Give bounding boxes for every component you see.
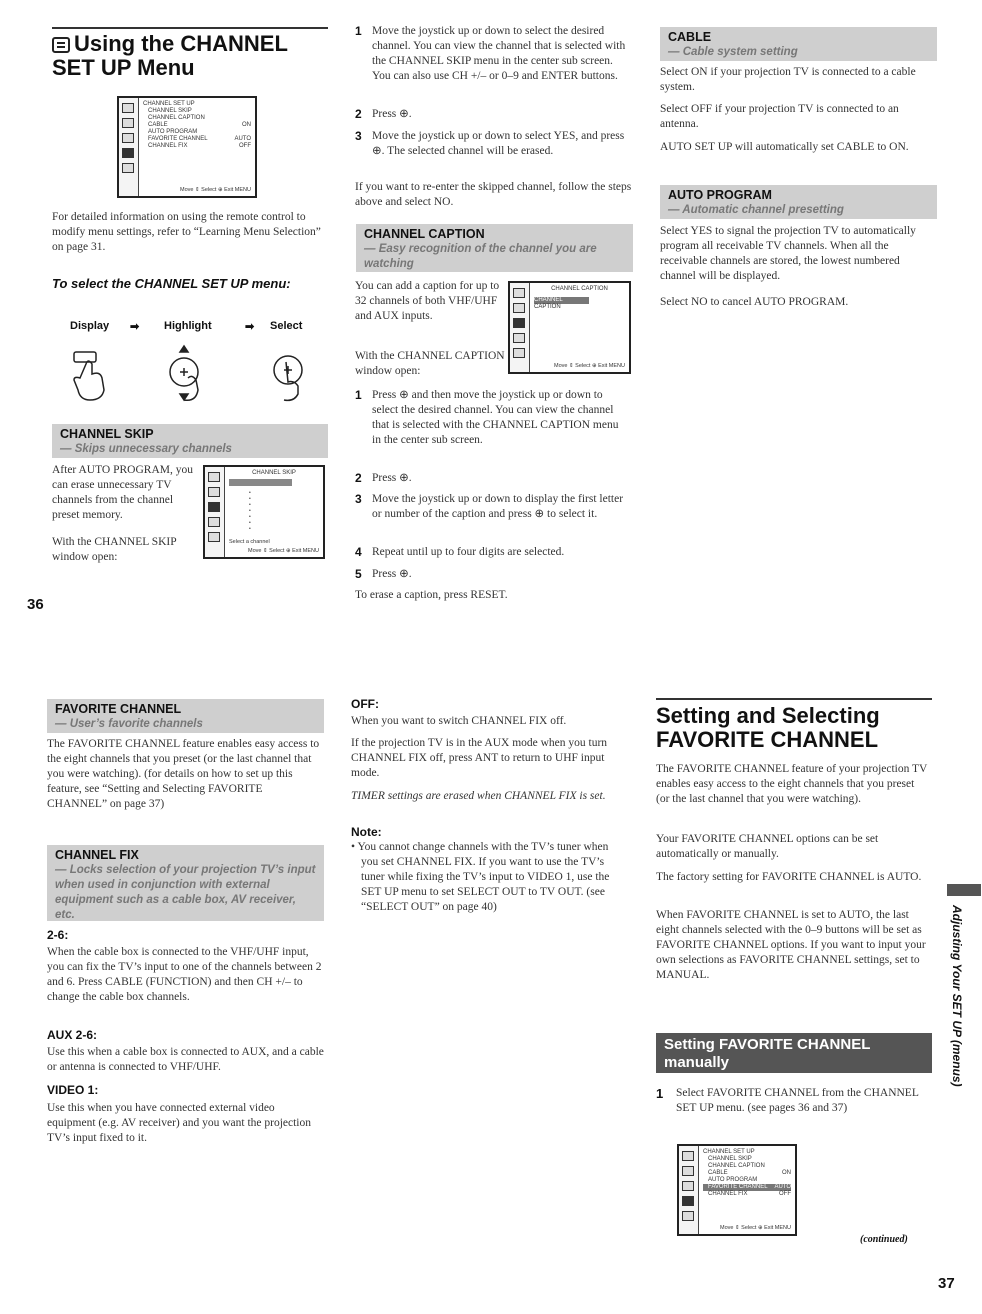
auto-program-text-1: Select YES to signal the projection TV to automatically program all receivable TV channels. When all the receivable channels are stored, the lowest numbered channel will be displayed. bbox=[660, 225, 916, 282]
menu-sidebar bbox=[119, 98, 139, 196]
channel-caption-menu-image: CHANNEL CAPTION CHANNEL CAPTION Move ⇕ Select ⊕ Exit MENU bbox=[508, 281, 631, 374]
select-heading: To select the CHANNEL SET UP menu: bbox=[52, 276, 291, 291]
menu-items: CHANNEL SET UP CHANNEL SKIP CHANNEL CAPTION CABLE ON AUTO PROGRAM FAVORITE CHANNEL AUTO CHANNEL FIX OFF bbox=[143, 101, 251, 149]
reenter-text: If you want to re-enter the skipped channel, follow the steps above and select NO. bbox=[355, 181, 632, 208]
channel-fix-band: CHANNEL FIX — Locks selection of your projection TV’s input when used in conjunction with external equipment such as a cable box, AV receiver, etc. bbox=[47, 845, 324, 921]
remote-hand-illustrations bbox=[68, 342, 328, 404]
erase-caption-text: To erase a caption, press RESET. bbox=[355, 589, 508, 601]
option-2-6-title: 2-6: bbox=[47, 928, 69, 942]
menu-button-hand-icon bbox=[74, 352, 104, 400]
joystick-hand-icon bbox=[170, 346, 198, 400]
channel-skip-band: CHANNEL SKIP — Skips unnecessary channels bbox=[52, 424, 328, 458]
page-number-37: 37 bbox=[938, 1275, 955, 1292]
favorite-channel-text: The FAVORITE CHANNEL feature enables easy access to the eight channels that you preset (or the last channel that you were watching). (for details on how to set up this feature, see “Setting and Selecting FAVORITE CHANNEL” on page 37) bbox=[47, 738, 320, 810]
side-section-label: Adjusting Your SET UP (menus) bbox=[950, 905, 964, 1087]
favorite-channel-band: FAVORITE CHANNEL — User’s favorite channels bbox=[47, 699, 324, 733]
flow-arrow-icon: ➡ bbox=[130, 321, 140, 333]
cable-text-2: Select OFF if your projection TV is connected to an antenna. bbox=[660, 103, 899, 130]
cable-text-3: AUTO SET UP will automatically set CABLE to ON. bbox=[660, 141, 909, 153]
flow-display-label: Display bbox=[70, 320, 110, 332]
caption-step-1: Press ⊕ and then move the joystick up or down to select the desired channel. You can view the channel that is selected with the CHANNEL CAPTION menu in the center sub screen. bbox=[372, 389, 619, 446]
cable-text-1: Select ON if your projection TV is connected to a cable system. bbox=[660, 66, 916, 93]
skip-step-2: Press ⊕. bbox=[372, 108, 412, 120]
manual-band: Setting FAVORITE CHANNEL manually bbox=[656, 1033, 932, 1073]
channel-caption-band: CHANNEL CAPTION — Easy recognition of the channel you are watching bbox=[356, 224, 633, 272]
page-title-text: Using the CHANNEL SET UP Menu bbox=[52, 31, 288, 80]
option-off-text: When you want to switch CHANNEL FIX off. bbox=[351, 715, 567, 727]
channel-skip-text-2: With the CHANNEL SKIP window open: bbox=[52, 536, 177, 563]
option-video1-text: Use this when you have connected external video equipment (e.g. AV receiver) and you want the projection TV’s input fixed to it. bbox=[47, 1102, 311, 1144]
set-text-4: When FAVORITE CHANNEL is set to AUTO, the last eight channels selected with the 0–9 buttons will be set as FAVORITE CHANNEL options. If you want to input your own selections as FAVORITE CHANNEL settings, set to MANUAL. bbox=[656, 909, 926, 981]
continued-label: (continued) bbox=[860, 1234, 908, 1245]
flow-select-label: Select bbox=[270, 320, 303, 332]
option-video1-title: VIDEO 1: bbox=[47, 1083, 99, 1097]
caption-text: You can add a caption for up to 32 channels of both VHF/UHF and AUX inputs. bbox=[355, 280, 500, 322]
favorite-menu-image: CHANNEL SET UP CHANNEL SKIP CHANNEL CAPTION CABLE ON AUTO PROGRAM FAVORITE CHANNEL AUTO CHANNEL FIX OFF Move ⇕ Select ⊕ Exit MENU bbox=[677, 1144, 797, 1236]
auto-program-band: AUTO PROGRAM — Automatic channel presetting bbox=[660, 185, 937, 219]
caption-step-3: Move the joystick up or down to display the first letter or number of the caption and press ⊕ to select it. bbox=[372, 493, 624, 520]
setup-menu-icon bbox=[52, 37, 70, 53]
select-hand-icon bbox=[274, 356, 302, 400]
channel-skip-text: After AUTO PROGRAM, you can erase unnecessary TV channels from the channel preset memory. bbox=[52, 464, 193, 521]
caption-text-2: With the CHANNEL CAPTION window open: bbox=[355, 350, 505, 377]
set-text-1: The FAVORITE CHANNEL feature of your projection TV enables easy access to the eight channels that you preset (or the last channel that you were watching). bbox=[656, 763, 928, 805]
flow-arrow-icon-2: ➡ bbox=[245, 321, 255, 333]
note-text: • You cannot change channels with the TV’s tuner when you set CHANNEL FIX. If you want to use the TV’s tuner while fixing the TV’s input to VIDEO 1, use the SET UP menu to set SELECT OUT to TV OUT. (see “SELECT OUT” on page 40) bbox=[351, 841, 610, 913]
flow-highlight-label: Highlight bbox=[164, 320, 212, 332]
menu-footer: Move ⇕ Select ⊕ Exit MENU bbox=[180, 187, 251, 193]
skip-step-1: Move the joystick up or down to select the desired channel. You can view the channel that is selected with the CHANNEL SKIP menu in the center sub screen. You can also use CH +/– or 0–9 and ENTER buttons. bbox=[372, 25, 626, 82]
aux-mode-text: If the projection TV is in the AUX mode when you turn CHANNEL FIX off, press ANT to return to UHF input mode. bbox=[351, 737, 608, 779]
caption-step-5: Press ⊕. bbox=[372, 568, 412, 580]
timer-note: TIMER settings are erased when CHANNEL FIX is set. bbox=[351, 790, 606, 802]
skip-step-3: Move the joystick up or down to select YES, and press ⊕. The selected channel will be erased. bbox=[372, 130, 625, 157]
set-text-3: The factory setting for FAVORITE CHANNEL is AUTO. bbox=[656, 871, 922, 883]
intro-text: For detailed information on using the remote control to modify menu settings, refer to “Learning Menu Selection” on page 31. bbox=[52, 211, 321, 253]
title-rule bbox=[52, 27, 328, 29]
set-text-2: Your FAVORITE CHANNEL options can be set automatically or manually. bbox=[656, 833, 879, 860]
auto-program-text-2: Select NO to cancel AUTO PROGRAM. bbox=[660, 296, 849, 308]
set-title: Setting and Selecting FAVORITE CHANNEL bbox=[656, 703, 880, 752]
option-2-6-text: When the cable box is connected to the VHF/UHF input, you can fix the TV’s input to one of the channels between 2 and 6. Press CABLE (FUNCTION) and then CH +/– to change the cable box channels. bbox=[47, 946, 322, 1003]
caption-step-2: Press ⊕. bbox=[372, 472, 412, 484]
option-aux-text: Use this when a cable box is connected to AUX, and a cable or antenna is connected to VHF/UHF. bbox=[47, 1046, 324, 1073]
cable-band: CABLE — Cable system setting bbox=[660, 27, 937, 61]
page-title bbox=[52, 32, 332, 80]
side-tab-marker bbox=[947, 884, 981, 896]
manual-step-1: Select FAVORITE CHANNEL from the CHANNEL SET UP menu. (see pages 36 and 37) bbox=[676, 1087, 919, 1114]
caption-step-4: Repeat until up to four digits are selected. bbox=[372, 546, 565, 558]
page-number-36: 36 bbox=[27, 596, 44, 613]
note-title: Note: bbox=[351, 825, 382, 839]
channel-skip-menu-image: CHANNEL SKIP • • • • • • • Select a channel Move ⇕ Select ⊕ Exit MENU bbox=[203, 465, 325, 559]
channel-setup-menu-image bbox=[117, 96, 257, 198]
set-title-rule bbox=[656, 698, 932, 700]
option-aux-title: AUX 2-6: bbox=[47, 1028, 98, 1042]
option-off-title: OFF: bbox=[351, 697, 379, 711]
